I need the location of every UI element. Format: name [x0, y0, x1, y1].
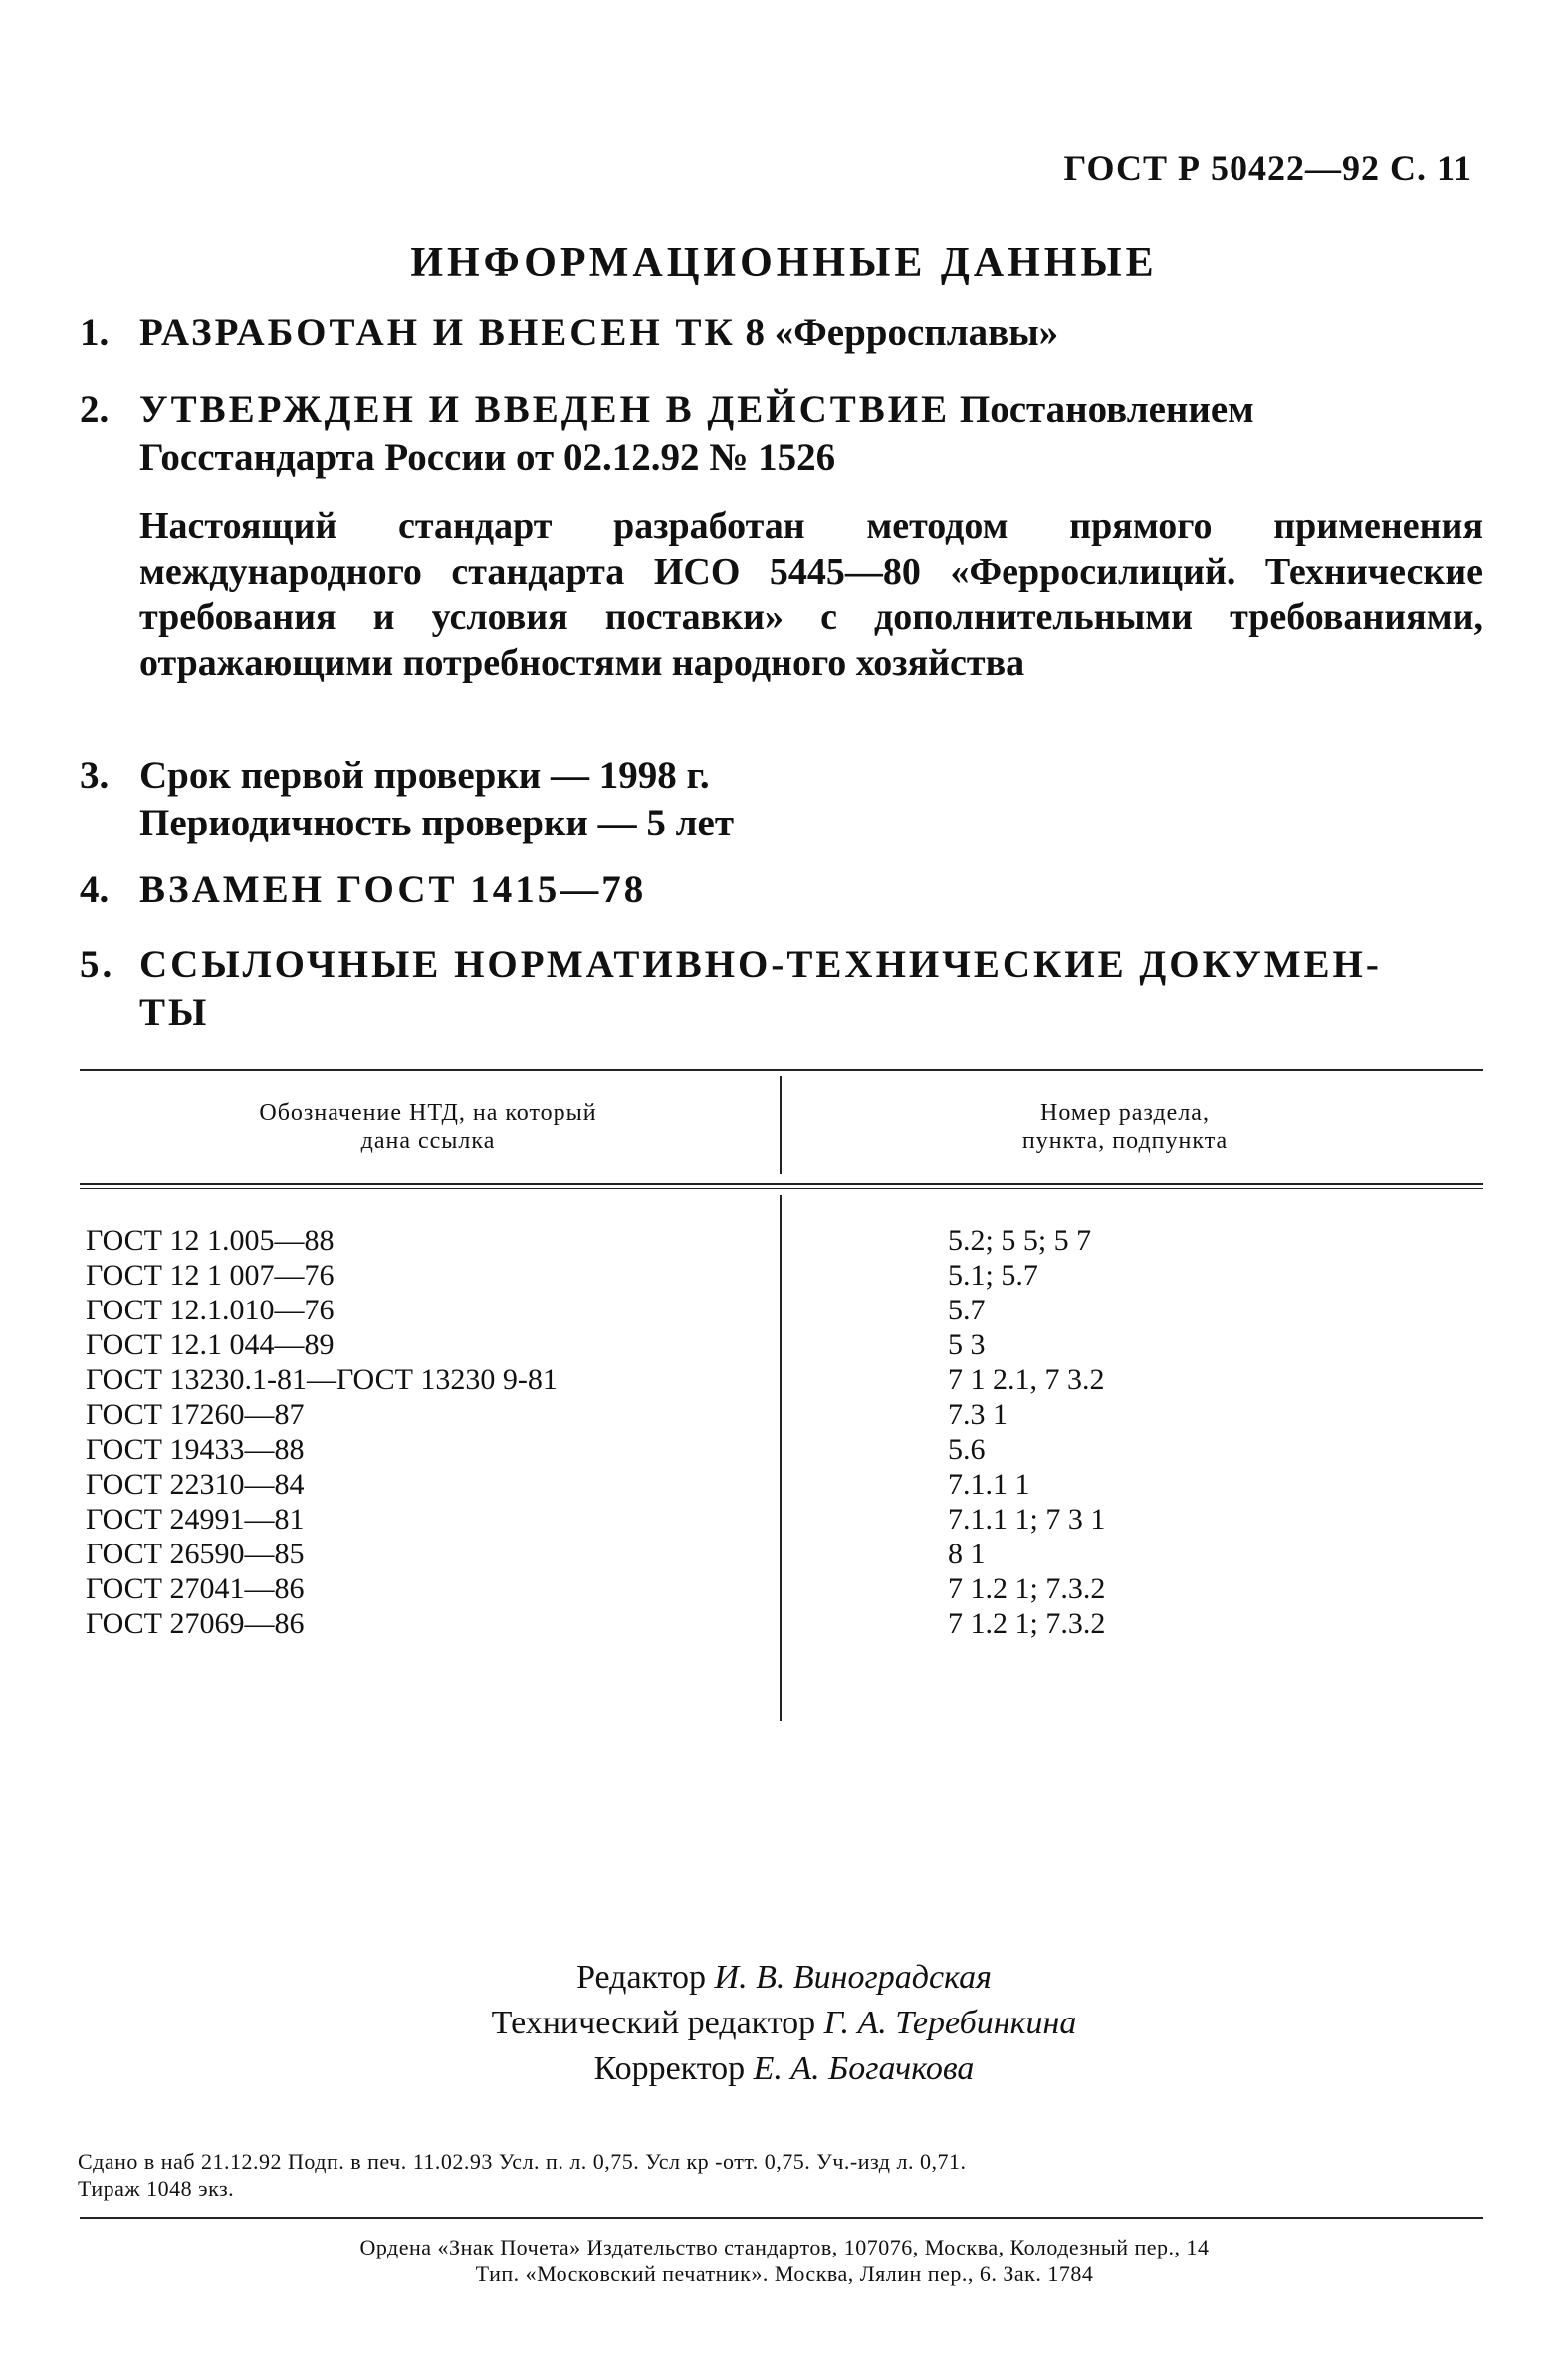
standard-description-paragraph: Настоящий стандарт разработан методом прямого применения международного стандарта ИСО 5445—80 «Ферросилиций. Технические требования и условия поставки» с дополнительными требованиями, отражающими потребностями народного хозяйства [139, 505, 1483, 684]
table-cell-section: 5.7 [948, 1294, 986, 1326]
page-title: ИНФОРМАЦИОННЫЕ ДАННЫЕ [410, 240, 1158, 286]
footer-line: Тип. «Московский печатник». Москва, Лялин пер., 6. Зак. 1784 [475, 2261, 1094, 2286]
table-cell-section: 7.3 1 [948, 1398, 1008, 1431]
table-cell-section: 7.1.1 1 [948, 1468, 1030, 1501]
table-cell-section: 7 1.2 1; 7.3.2 [948, 1572, 1106, 1605]
info-item-5 [80, 941, 1483, 1037]
credit-name: Г. А. Теребинкина [823, 2005, 1077, 2041]
credit-name: И. В. Виноградская [714, 1959, 992, 1996]
item-text-line2: Госстандарта России от 02.12.92 № 1526 [139, 436, 836, 479]
item-heading-line2: ТЫ [139, 991, 210, 1034]
print-information [78, 2148, 1491, 2202]
table-column-divider-body [780, 1195, 782, 1721]
print-info-line: Тираж 1048 экз. [78, 2176, 235, 2201]
table-cell-document: ГОСТ 17260—87 [86, 1398, 305, 1431]
item-text: 8 «Ферросплавы» [735, 311, 1059, 354]
table-cell-section: 8 1 [948, 1538, 986, 1570]
table-cell-document: ГОСТ 12.1.010—76 [86, 1294, 335, 1326]
credit-tech-editor [0, 2001, 1568, 2046]
info-item-1 [80, 309, 1483, 356]
table-header-line: Обозначение НТД, на который [259, 1100, 597, 1126]
table-header-section [816, 1099, 1434, 1155]
credit-role: Редактор [576, 1959, 707, 1996]
footer-line: Ордена «Знак Почета» Издательство стандартов, 107076, Москва, Колодезный пер., 14 [359, 2235, 1210, 2259]
table-top-rule [80, 1069, 1483, 1071]
item-text-line2: Периодичность проверки — 5 лет [139, 802, 734, 844]
table-header-rule [80, 1183, 1483, 1185]
publisher-footer [78, 2234, 1491, 2287]
table-column-divider-top [780, 1076, 782, 1174]
table-cell-document: ГОСТ 26590—85 [86, 1538, 305, 1570]
print-info-line: Сдано в наб 21.12.92 Подп. в печ. 11.02.93 Усл. п. л. 0,75. Усл кр -отт. 0,75. Уч.-изд л. 0,71. [78, 2149, 967, 2174]
item-heading: РАЗРАБОТАН И ВНЕСЕН ТК [139, 311, 736, 354]
table-section-column [948, 1223, 1105, 1641]
table-cell-document: ГОСТ 24991—81 [86, 1503, 305, 1536]
item-number: 5. [80, 943, 115, 986]
credit-corrector [0, 2046, 1568, 2092]
info-item-2 [80, 386, 1483, 482]
credit-role: Технический редактор [491, 2005, 816, 2041]
table-cell-section: 7.1.1 1; 7 3 1 [948, 1503, 1106, 1536]
footer-rule [80, 2217, 1483, 2219]
item-text: Срок первой проверки — 1998 г. [139, 754, 710, 797]
table-cell-document: ГОСТ 12 1.005—88 [86, 1224, 335, 1257]
item-heading: ВЗАМЕН ГОСТ 1415—78 [139, 868, 647, 911]
table-header-line: пункта, подпункта [1021, 1128, 1229, 1154]
table-cell-document: ГОСТ 27041—86 [86, 1572, 305, 1605]
credit-editor [0, 1955, 1568, 2001]
table-cell-section: 5.2; 5 5; 5 7 [948, 1224, 1092, 1257]
editorial-credits [0, 1955, 1568, 2092]
table-cell-document: ГОСТ 22310—84 [86, 1468, 305, 1501]
table-cell-section: 7 1 2.1, 7 3.2 [948, 1363, 1105, 1396]
item-number: 3. [80, 754, 110, 797]
table-cell-document: ГОСТ 12 1 007—76 [86, 1259, 335, 1292]
item-number: 1. [80, 311, 110, 354]
item-heading: ССЫЛОЧНЫЕ НОРМАТИВНО-ТЕХНИЧЕСКИЕ ДОКУМЕН- [139, 943, 1382, 986]
info-item-3 [80, 752, 1483, 847]
info-item-4 [80, 866, 1483, 914]
table-cell-section: 5.1; 5.7 [948, 1259, 1038, 1292]
table-cell-document: ГОСТ 13230.1-81—ГОСТ 13230 9-81 [86, 1363, 558, 1396]
item-number: 4. [80, 868, 110, 911]
item-text: Постановлением [950, 388, 1254, 431]
item-heading: УТВЕРЖДЕН И ВВЕДЕН В ДЕЙСТВИЕ [139, 388, 951, 431]
table-cell-section: 7 1.2 1; 7.3.2 [948, 1607, 1106, 1640]
table-header-document [119, 1099, 737, 1155]
credit-name: Е. А. Богачкова [753, 2050, 975, 2087]
page-header-reference: ГОСТ Р 50422—92 С. 11 [1063, 148, 1472, 188]
table-cell-document: ГОСТ 19433—88 [86, 1433, 305, 1466]
table-header-line: дана ссылка [360, 1128, 496, 1154]
table-header-rule-double [80, 1188, 1483, 1189]
table-cell-document: ГОСТ 27069—86 [86, 1607, 305, 1640]
table-cell-section: 5 3 [948, 1328, 986, 1361]
credit-role: Корректор [593, 2050, 746, 2087]
table-cell-section: 5.6 [948, 1433, 986, 1466]
table-cell-document: ГОСТ 12.1 044—89 [86, 1328, 335, 1361]
item-number: 2. [80, 388, 110, 431]
table-header-line: Номер раздела, [1040, 1100, 1210, 1126]
table-document-column [86, 1223, 558, 1641]
